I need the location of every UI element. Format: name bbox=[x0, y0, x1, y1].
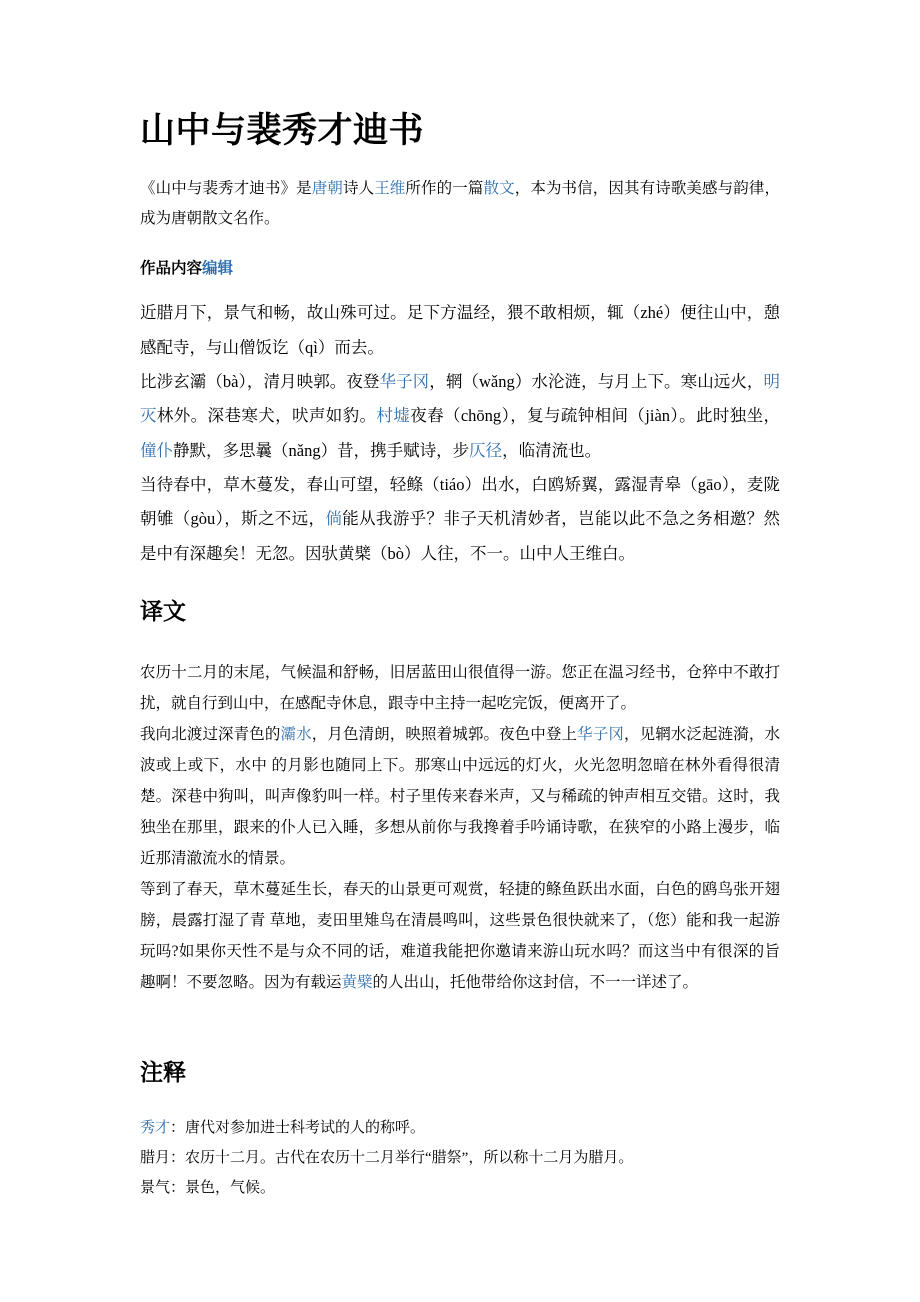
link-huazi-gang-2[interactable]: 华子冈 bbox=[577, 725, 624, 743]
note-text: ：唐代对参加进士科考试的人的称呼。 bbox=[170, 1119, 426, 1136]
link-tongpu[interactable]: 僮仆 bbox=[140, 440, 173, 460]
note-item bbox=[140, 1173, 780, 1203]
intro-paragraph bbox=[140, 174, 780, 234]
page-title: 山中与裴秀才迪书 bbox=[140, 111, 425, 150]
intro-text-pre: 《山中与裴秀才迪书》是 bbox=[140, 180, 312, 197]
content-section-label bbox=[140, 256, 780, 278]
notes-heading: 注释 bbox=[140, 1058, 186, 1085]
note-item bbox=[140, 1113, 780, 1143]
note-item bbox=[140, 1143, 780, 1173]
original-paragraph-2-e: 静默，多思曩（nǎng）昔，携手赋诗，步 bbox=[173, 440, 470, 460]
translation-paragraph-1: 农历十二月的末尾，气候温和舒畅，旧居蓝田山很值得一游。您正在温习经书，仓猝中不敢打扰，就自行到山中，在感配寺休息，跟寺中主持一起吃完饭，便离开了。 bbox=[140, 663, 780, 712]
note-text: ：景色，气候。 bbox=[170, 1179, 276, 1196]
original-paragraph-3-a: 当待春中，草木蔓发，春山可望，轻鲦（tiáo）出水，白鸥矫翼，露湿青皋（gāo），麦陇朝雊（gòu），斯之不远， bbox=[140, 475, 780, 529]
original-paragraph-2-f: ，临清流也。 bbox=[502, 440, 602, 460]
original-paragraph-2-c: 林外。深巷寒犬，吠声如豹。 bbox=[156, 406, 377, 426]
link-tang[interactable]: 倘 bbox=[325, 509, 343, 529]
original-paragraph-2-d: 夜舂（chōng），复与疏钟相间（jiàn）。此时独坐， bbox=[410, 406, 781, 426]
intro-text-mid1: 诗人 bbox=[342, 180, 375, 197]
original-paragraph-2-a: 比涉玄灞（bà），清月映郭。夜登 bbox=[140, 372, 380, 392]
original-text-block bbox=[140, 296, 780, 571]
link-tang-dynasty[interactable]: 唐朝 bbox=[311, 180, 343, 197]
translation-paragraph-2-b: ，月色清朗，映照着城郭。夜色中登上 bbox=[311, 725, 578, 743]
link-xiucai[interactable]: 秀才 bbox=[140, 1119, 171, 1136]
link-bashui[interactable]: 灞水 bbox=[280, 725, 312, 743]
link-prose[interactable]: 散文 bbox=[483, 180, 515, 197]
note-term: 腊月 bbox=[140, 1149, 171, 1166]
link-huazi-gang-1[interactable]: 华子冈 bbox=[379, 372, 430, 392]
original-paragraph-3-b: 能从我游乎？非子天机清妙者，岂能以此不急之务相邀？然是中有深趣矣！无忽。因驮黄檗（bò）人往，不一。山中人王维白。 bbox=[140, 509, 781, 563]
translation-paragraph-3-b: 的人出山，托他带给你这封信，不一一详述了。 bbox=[372, 973, 699, 991]
intro-text-post: ，本为书信，因其有诗歌美感与韵律，成为唐朝散文名作。 bbox=[140, 180, 780, 228]
edit-link[interactable]: 编辑 bbox=[202, 260, 234, 278]
original-paragraph-1: 近腊月下，景气和畅，故山殊可过。足下方温经，猥不敢相烦，辄（zhé）便往山中，憩感配寺，与山僧饭讫（qì）而去。 bbox=[140, 303, 780, 357]
link-mingmie[interactable]: 明灭 bbox=[140, 372, 781, 426]
link-wang-wei[interactable]: 王维 bbox=[374, 180, 406, 197]
translation-text-block bbox=[140, 657, 780, 998]
translation-paragraph-3-a: 等到了春天，草木蔓延生长，春天的山景更可观赏，轻捷的鲦鱼跃出水面，白色的鸥鸟张开翅膀，晨露打湿了青 草地，麦田里雉鸟在清晨鸣叫，这些景色很快就来了，（您）能和我一起游玩吗?如果你天性不是与众不同的话，难道我能把你邀请来游山玩水吗？而这当中有很深的旨趣啊！不要忽略。因为有载运 bbox=[140, 880, 780, 991]
translation-heading: 译文 bbox=[140, 597, 186, 624]
note-text: ：农历十二月。古代在农历十二月举行“腊祭”，所以称十二月为腊月。 bbox=[170, 1149, 634, 1166]
link-zejing[interactable]: 仄径 bbox=[469, 440, 503, 460]
translation-paragraph-2-c: ，见辋水泛起涟漪，水波或上或下，水中 的月影也随同上下。那寒山中远远的灯火，火光忽明忽暗在林外看得很清楚。深巷中狗叫，叫声像豹叫一样。村子里传来舂米声，又与稀疏的钟声相互交错。这时，我独坐在那里，跟来的仆人已入睡，多想从前你与我搀着手吟诵诗歌，在狭窄的小路上漫步，临近那清澈流水的情景。 bbox=[140, 725, 780, 867]
link-cunxu[interactable]: 村墟 bbox=[376, 406, 411, 426]
link-huangbo[interactable]: 黄檗 bbox=[341, 973, 373, 991]
original-paragraph-2-b: ，辋（wǎng）水沦涟，与月上下。寒山远火， bbox=[429, 372, 764, 392]
content-section-title: 作品内容 bbox=[140, 260, 203, 278]
note-term: 景气 bbox=[140, 1179, 171, 1196]
translation-paragraph-2-a: 我向北渡过深青色的 bbox=[140, 725, 281, 743]
intro-text-mid2: 所作的一篇 bbox=[405, 180, 484, 197]
